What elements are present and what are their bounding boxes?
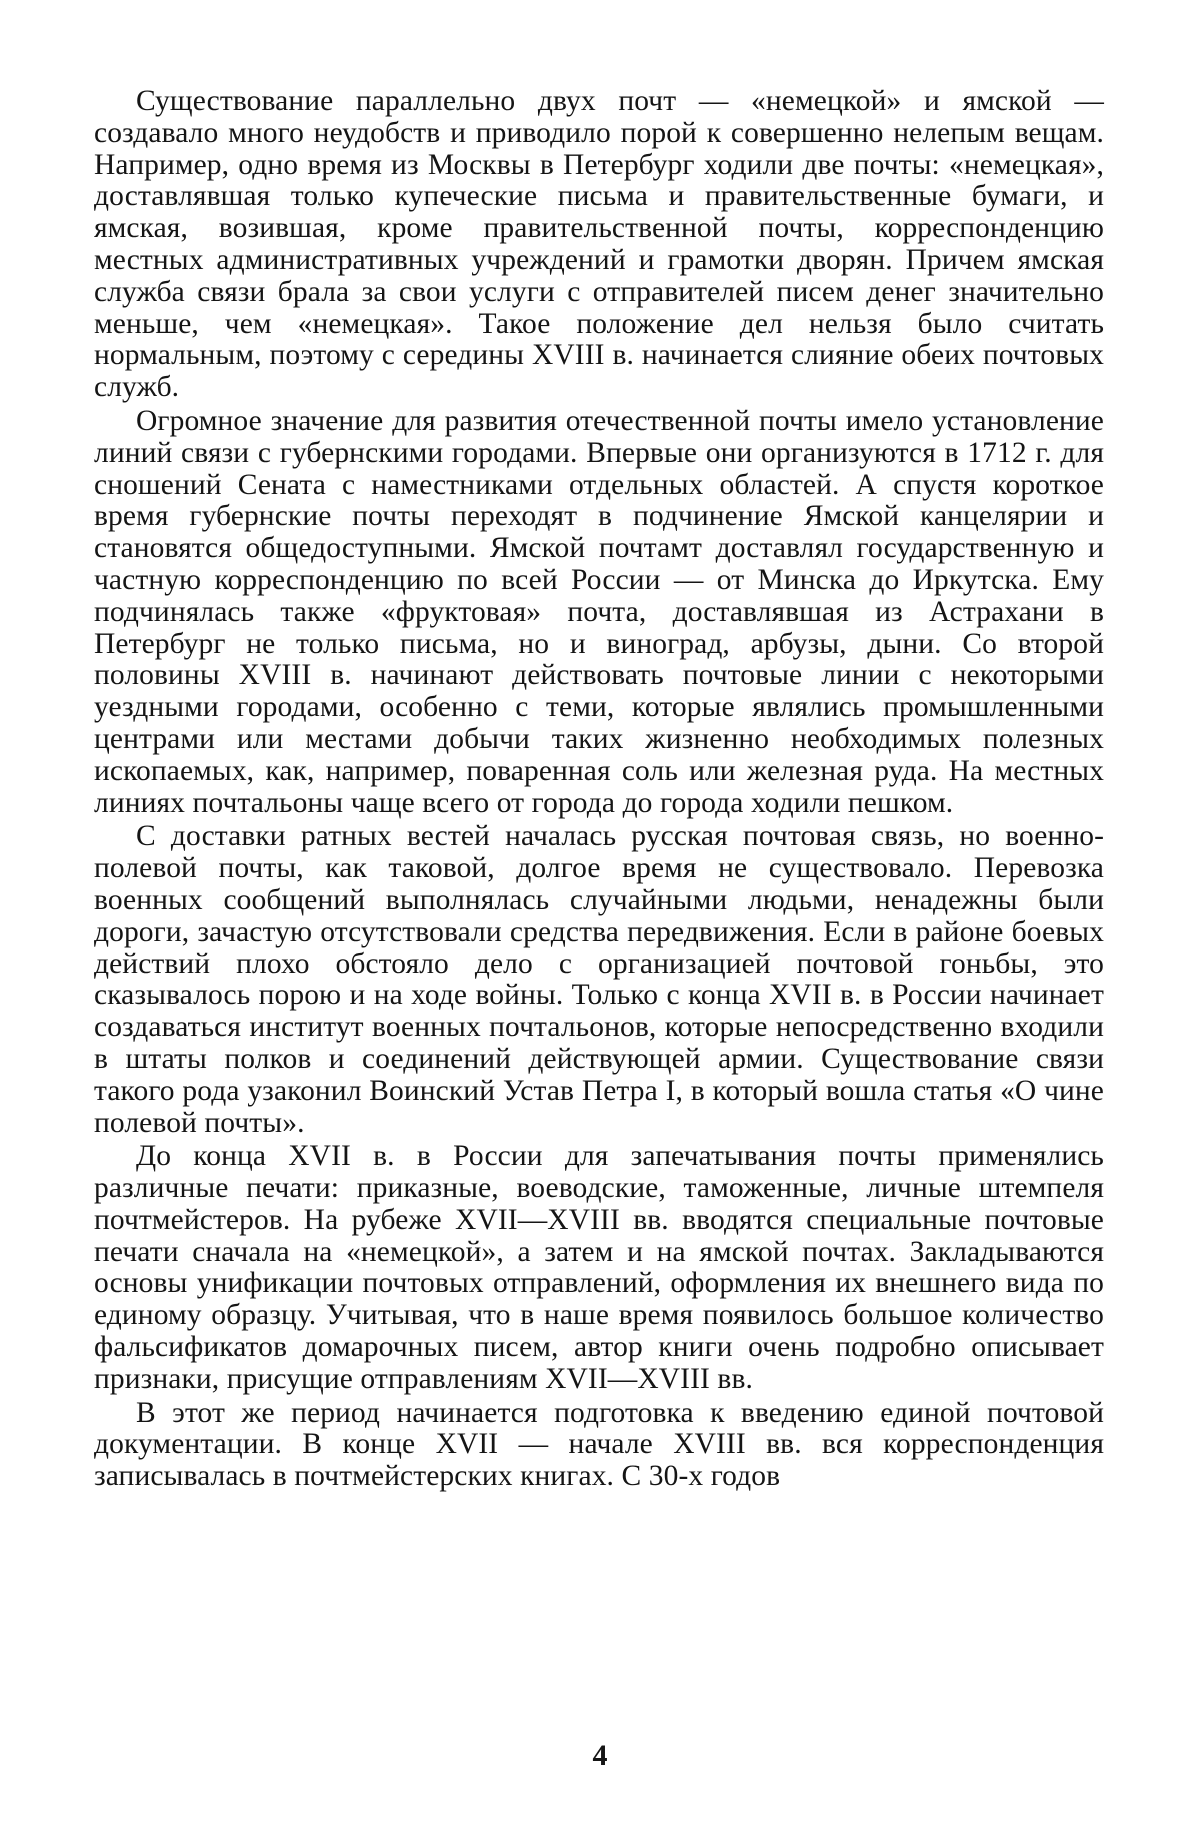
page-body bbox=[94, 86, 1104, 1493]
paragraph-4: До конца XVII в. в России для запечатывания почты применялись различные печати: приказные, воеводские, таможенные, личные штемпеля почтмейстеров. На рубеже XVII—XVIII вв. вводятся специальные почтовые печати сначала на «немецкой», а затем и на ямской почтах. Закладываются основы унификации почтовых отправлений, оформления их внешнего вида по единому образцу. Учитывая, что в наше время появилось большое количество фальсификатов домарочных писем, автор книги очень подробно описывает признаки, присущие отправлениям XVII—XVIII вв. bbox=[94, 1140, 1104, 1395]
paragraph-5: В этот же период начинается подготовка к введению единой почтовой документации. В конце XVII — начале XVIII вв. вся корреспонденция записывалась в почтмейстерских книгах. С 30-х годов bbox=[94, 1396, 1104, 1493]
page-number: 4 bbox=[592, 1739, 608, 1772]
paragraph-3: С доставки ратных вестей началась русская почтовая связь, но военно-полевой почты, как таковой, долгое время не существовало. Перевозка военных сообщений выполнялась случайными людьми, ненадежны были дороги, зачастую отсутствовали средства передвижения. Если в районе боевых действий плохо обстояло дело с организацией почтовой гоньбы, это сказывалось порою и на ходе войны. Только с конца XVII в. в России начинает создаваться институт военных почтальонов, которые непосредственно входили в штаты полков и соединений действующей армии. Существование связи такого рода узаконил Воинский Устав Петра I, в который вошла статья «О чине полевой почты». bbox=[94, 820, 1104, 1139]
paragraph-2: Огромное значение для развития отечественной почты имело установление линий связи с губернскими городами. Впервые они организуются в 1712 г. для сношений Сената с наместниками отдельных областей. А спустя короткое время губернские почты переходят в подчинение Ямской канцелярии и становятся общедоступными. Ямской почтамт доставлял государственную и частную корреспонденцию по всей России — от Минска до Иркутска. Ему подчинялась также «фруктовая» почта, доставлявшая из Астрахани в Петербург не только письма, но и виноград, арбузы, дыни. Со второй половины XVIII в. начинают действовать почтовые линии с некоторыми уездными городами, особенно с теми, которые являлись промышленными центрами или местами добычи таких жизненно необходимых полезных ископаемых, как, например, поваренная соль или железная руда. На местных линиях почтальоны чаще всего от города до города ходили пешком. bbox=[94, 404, 1104, 819]
paragraph-1: Существование параллельно двух почт — «немецкой» и ямской — создавало много неудобств и приводило порой к совершенно нелепым вещам. Например, одно время из Москвы в Петербург ходили две почты: «немецкая», доставлявшая только купеческие письма и правительственные бумаги, и ямская, возившая, кроме правительственной почты, корреспонденцию местных административных учреждений и грамотки дворян. Причем ямская служба связи брала за свои услуги с отправителей писем денег значительно меньше, чем «немецкая». Такое положение дел нельзя было считать нормальным, поэтому с середины XVIII в. начинается слияние обеих почтовых служб. bbox=[94, 85, 1104, 404]
